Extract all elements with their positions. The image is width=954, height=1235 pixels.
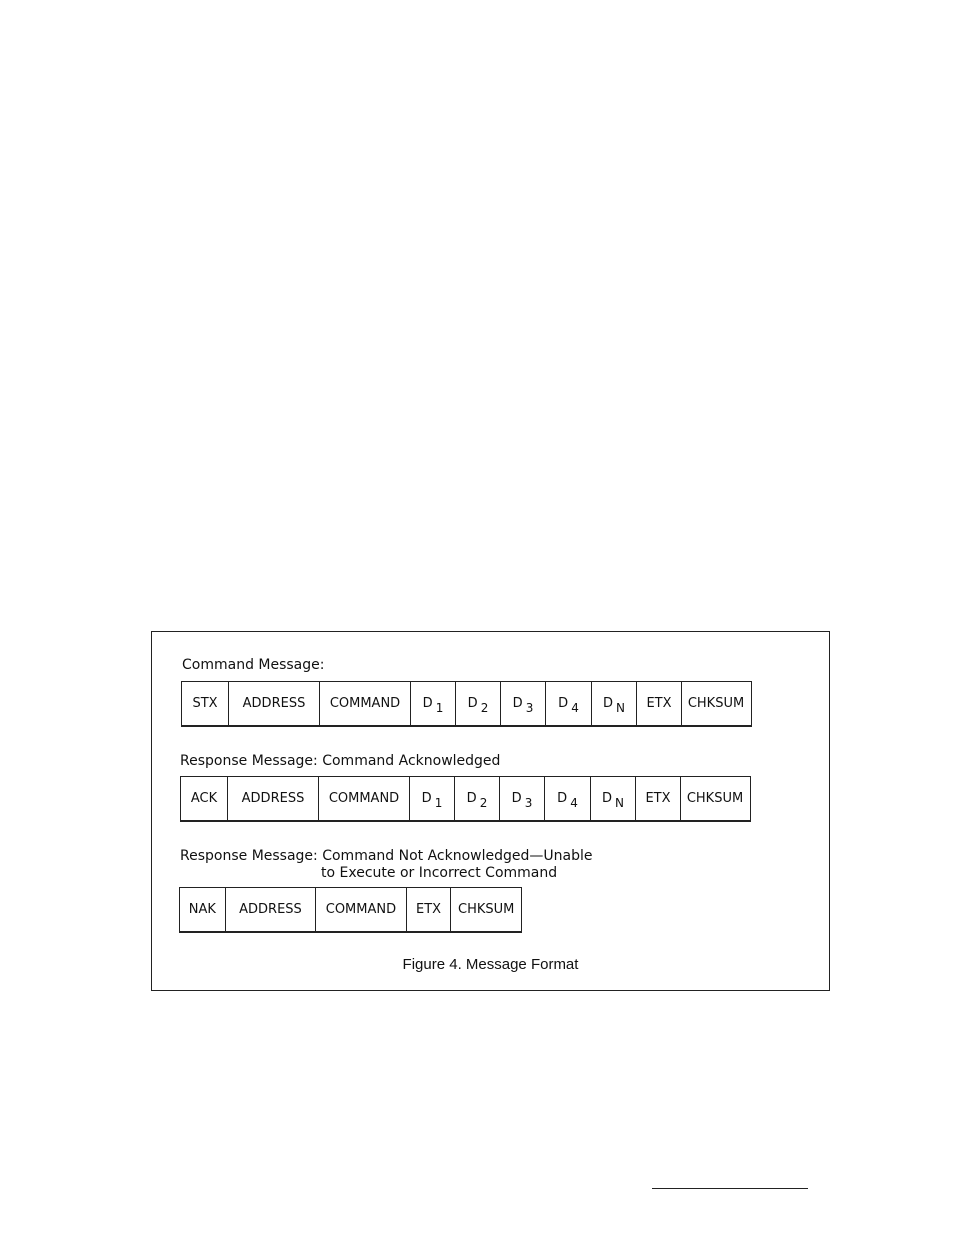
command-message-row bbox=[181, 681, 752, 727]
nak-cell-nak: NAK bbox=[180, 888, 226, 931]
ack-cell-d4: D $_4$ bbox=[545, 777, 591, 820]
command-cell-dn: D $_N$ bbox=[592, 682, 637, 725]
command-cell-stx: STX bbox=[182, 682, 229, 725]
nak-cell-address: ADDRESS bbox=[226, 888, 316, 931]
ack-cell-d2: D $_2$ bbox=[455, 777, 500, 820]
nak-cell-command: COMMAND bbox=[316, 888, 406, 931]
ack-message-label: Response Message: Command Acknowledged bbox=[180, 753, 501, 769]
ack-cell-address: ADDRESS bbox=[228, 777, 319, 820]
nak-message-row bbox=[179, 887, 522, 933]
ack-message-row bbox=[180, 776, 751, 822]
ack-cell-ack: ACK bbox=[181, 777, 228, 820]
command-cell-d3: D $_3$ bbox=[501, 682, 546, 725]
command-cell-command: COMMAND bbox=[320, 682, 411, 725]
footer-rule bbox=[652, 1188, 808, 1189]
command-cell-address: ADDRESS bbox=[229, 682, 320, 725]
nak-message-label-line1: Response Message: Command Not Acknowledged—Unable bbox=[180, 848, 593, 864]
ack-cell-etx: ETX bbox=[636, 777, 681, 820]
message-format-figure bbox=[151, 631, 830, 991]
ack-cell-dn: D $_N$ bbox=[591, 777, 636, 820]
command-cell-chksum: CHKSUM bbox=[687, 696, 745, 711]
ack-cell-chksum: CHKSUM bbox=[686, 791, 744, 806]
command-cell-d1: D $_1$ bbox=[411, 682, 456, 725]
command-cell-etx: ETX bbox=[637, 682, 682, 725]
ack-cell-command: COMMAND bbox=[319, 777, 410, 820]
command-cell-d2: D $_2$ bbox=[456, 682, 501, 725]
command-message-label: Command Message: bbox=[182, 657, 325, 673]
nak-message-label-line2: to Execute or Incorrect Command bbox=[321, 865, 558, 881]
nak-cell-etx: ETX bbox=[407, 888, 452, 931]
ack-cell-d3: D $_3$ bbox=[500, 777, 545, 820]
figure-title: Figure 4. Message Format bbox=[402, 956, 579, 973]
ack-cell-d1: D $_1$ bbox=[410, 777, 455, 820]
command-cell-d4: D $_4$ bbox=[546, 682, 592, 725]
nak-cell-chksum: CHKSUM bbox=[458, 902, 515, 917]
